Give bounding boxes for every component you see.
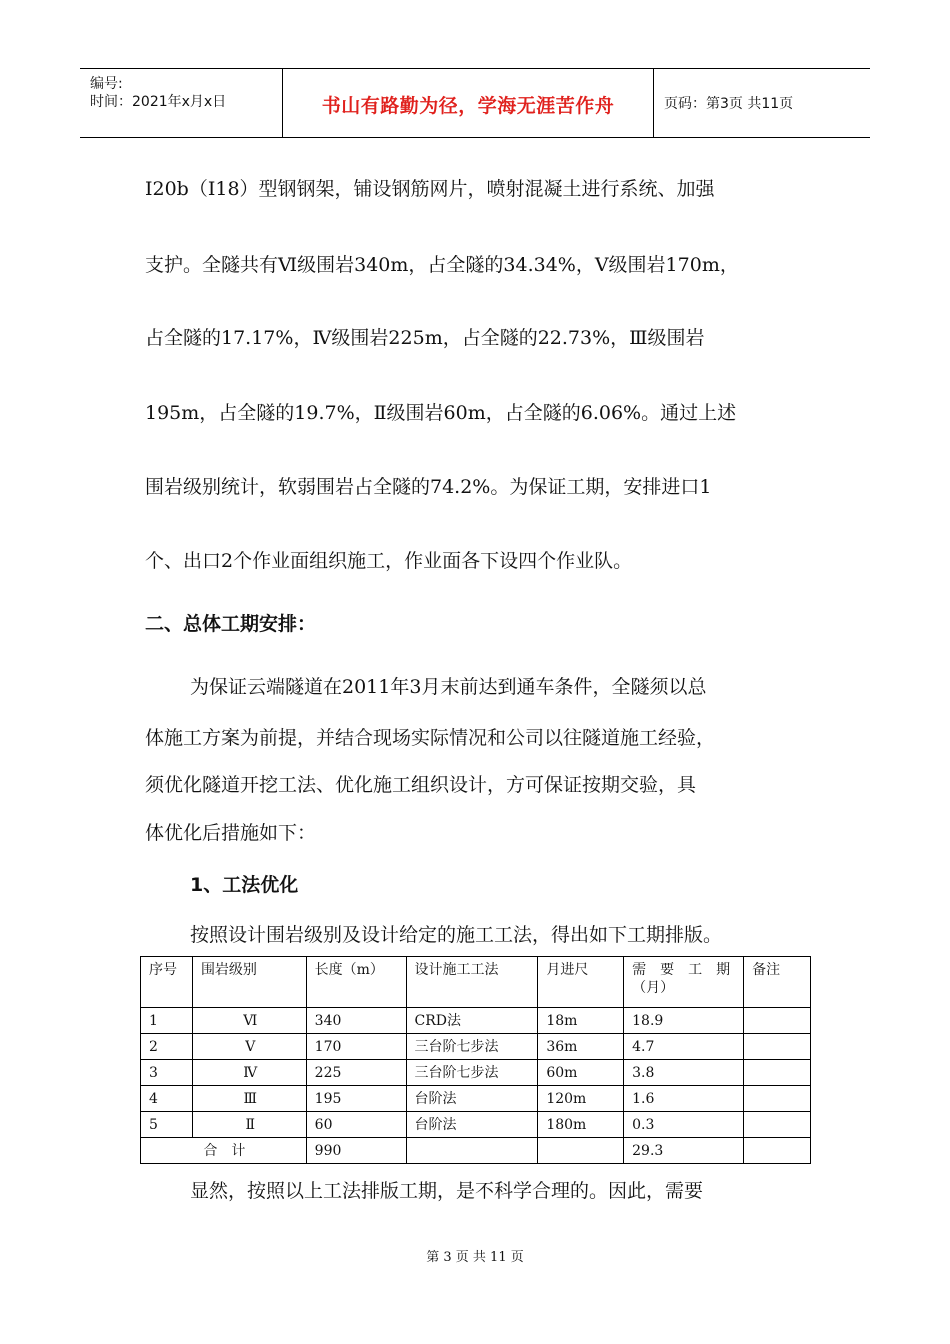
row-duration: 18.9 bbox=[624, 1008, 744, 1034]
table-row bbox=[141, 1112, 811, 1138]
row-rock-grade: Ⅲ bbox=[192, 1086, 306, 1112]
row-monthly: 60m bbox=[538, 1060, 624, 1086]
table-header-cell: 序号 bbox=[141, 957, 193, 1008]
row-rock-grade: Ⅴ bbox=[192, 1034, 306, 1060]
paragraph-line: 为保证云端隧道在2011年3月末前达到通车条件，全隧须以总 bbox=[190, 676, 707, 698]
paragraph-line: 占全隧的17.17%，Ⅳ级围岩225m，占全隧的22.73%，Ⅲ级围岩 bbox=[145, 327, 705, 349]
paragraph-line: 按照设计围岩级别及设计给定的施工工法，得出如下工期排版。 bbox=[190, 924, 723, 946]
table-header-cell: 备注 bbox=[744, 957, 811, 1008]
row-duration: 3.8 bbox=[624, 1060, 744, 1086]
table-header-cell: 月进尺 bbox=[538, 957, 624, 1008]
header-page-cell bbox=[654, 69, 870, 137]
paragraph-line: 个、出口2个作业面组织施工，作业面各下设四个作业队。 bbox=[145, 550, 633, 572]
row-duration: 4.7 bbox=[624, 1034, 744, 1060]
row-note bbox=[744, 1060, 811, 1086]
row-length: 60 bbox=[306, 1112, 406, 1138]
row-monthly: 36m bbox=[538, 1034, 624, 1060]
row-rock-grade: Ⅳ bbox=[192, 1060, 306, 1086]
duration-header-unit: （月） bbox=[632, 980, 675, 996]
row-note bbox=[744, 1008, 811, 1034]
paragraph-line: I20b（I18）型钢钢架，铺设钢筋网片，喷射混凝土进行系统、加强 bbox=[145, 178, 715, 200]
row-index: 4 bbox=[141, 1086, 193, 1112]
row-rock-grade: Ⅵ bbox=[192, 1008, 306, 1034]
header-page-info: 页码：第3页 共11页 bbox=[664, 96, 794, 112]
row-index: 5 bbox=[141, 1112, 193, 1138]
document-time-label: 时间：2021年x月x日 bbox=[90, 94, 227, 110]
row-monthly: 120m bbox=[538, 1086, 624, 1112]
table-header-cell: 围岩级别 bbox=[192, 957, 306, 1008]
table-row bbox=[141, 1060, 811, 1086]
total-label: 合 计 bbox=[141, 1138, 307, 1164]
paragraph-line: 显然，按照以上工法排版工期，是不科学合理的。因此，需要 bbox=[190, 1180, 704, 1202]
total-duration: 29.3 bbox=[624, 1138, 744, 1164]
header-meta-cell bbox=[80, 69, 283, 137]
table-header-cell bbox=[624, 957, 744, 1008]
row-length: 195 bbox=[306, 1086, 406, 1112]
page-footer: 第 3 页 共 11 页 bbox=[426, 1250, 524, 1265]
paragraph-line: 支护。全隧共有Ⅵ级围岩340m，占全隧的34.34%，Ⅴ级围岩170m， bbox=[145, 254, 739, 276]
table-total-row bbox=[141, 1138, 811, 1164]
document-number-label: 编号: bbox=[90, 76, 123, 92]
total-length: 990 bbox=[306, 1138, 406, 1164]
table-header-row bbox=[141, 957, 811, 1008]
row-rock-grade: Ⅱ bbox=[192, 1112, 306, 1138]
row-monthly: 180m bbox=[538, 1112, 624, 1138]
row-index: 2 bbox=[141, 1034, 193, 1060]
row-length: 340 bbox=[306, 1008, 406, 1034]
paragraph-line: 须优化隧道开挖工法、优化施工组织设计，方可保证按期交验，具 bbox=[145, 774, 697, 796]
page-header bbox=[80, 68, 870, 138]
row-method: 台阶法 bbox=[406, 1112, 538, 1138]
row-duration: 0.3 bbox=[624, 1112, 744, 1138]
row-note bbox=[744, 1034, 811, 1060]
section-heading: 二、总体工期安排： bbox=[145, 613, 317, 635]
paragraph-line: 195m，占全隧的19.7%，Ⅱ级围岩60m，占全隧的6.06%。通过上述 bbox=[145, 402, 737, 424]
row-method: 三台阶七步法 bbox=[406, 1060, 538, 1086]
schedule-table bbox=[140, 956, 811, 1164]
row-duration: 1.6 bbox=[624, 1086, 744, 1112]
row-monthly: 18m bbox=[538, 1008, 624, 1034]
table-row bbox=[141, 1086, 811, 1112]
table-row bbox=[141, 1034, 811, 1060]
header-motto-cell bbox=[283, 69, 654, 137]
row-length: 225 bbox=[306, 1060, 406, 1086]
total-monthly bbox=[538, 1138, 624, 1164]
row-method: CRD法 bbox=[406, 1008, 538, 1034]
table-row bbox=[141, 1008, 811, 1034]
total-method bbox=[406, 1138, 538, 1164]
row-note bbox=[744, 1086, 811, 1112]
paragraph-line: 体优化后措施如下： bbox=[145, 822, 317, 844]
paragraph-line: 体施工方案为前提，并结合现场实际情况和公司以往隧道施工经验， bbox=[145, 727, 716, 749]
row-index: 3 bbox=[141, 1060, 193, 1086]
row-note bbox=[744, 1112, 811, 1138]
duration-header-line: 需 要 工 期 bbox=[632, 962, 731, 978]
row-method: 台阶法 bbox=[406, 1086, 538, 1112]
row-method: 三台阶七步法 bbox=[406, 1034, 538, 1060]
paragraph-line: 围岩级别统计，软弱围岩占全隧的74.2%。为保证工期，安排进口1 bbox=[145, 476, 712, 498]
row-length: 170 bbox=[306, 1034, 406, 1060]
header-motto: 书山有路勤为径，学海无涯苦作舟 bbox=[321, 95, 615, 117]
row-index: 1 bbox=[141, 1008, 193, 1034]
table-header-cell: 长度（m） bbox=[306, 957, 406, 1008]
subsection-heading: 1、工法优化 bbox=[190, 874, 299, 896]
table-header-cell: 设计施工工法 bbox=[406, 957, 538, 1008]
total-note bbox=[744, 1138, 811, 1164]
